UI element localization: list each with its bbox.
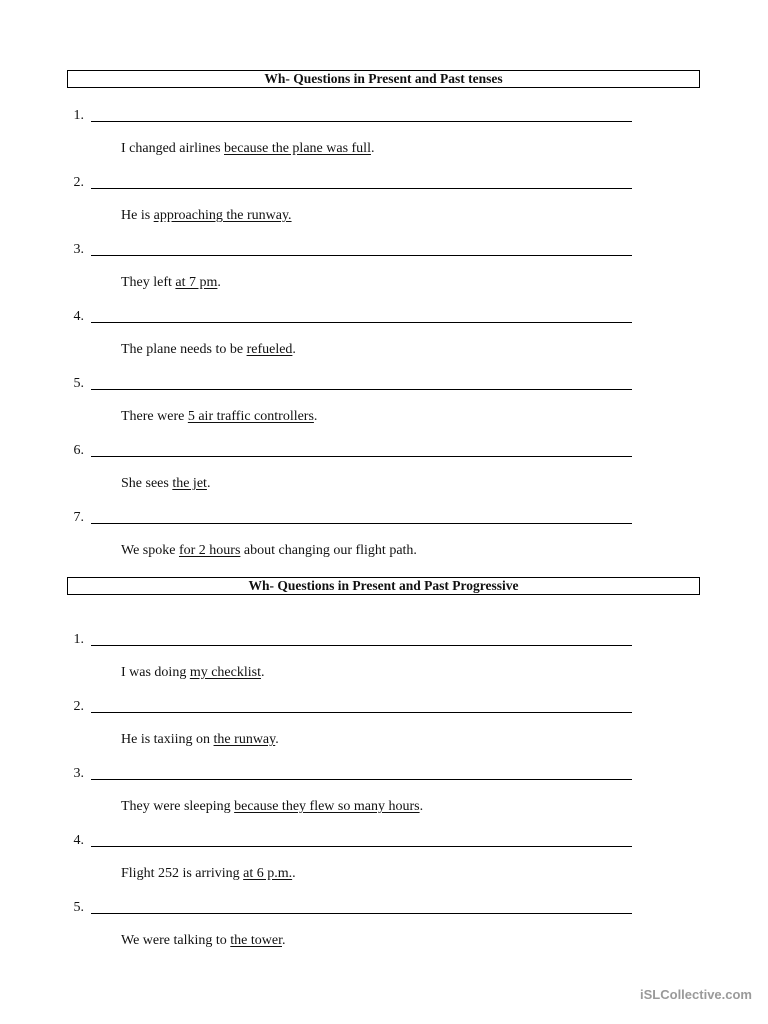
underlined-phrase: the runway — [213, 732, 276, 747]
prompt-sentence: The plane needs to be refueled. — [121, 342, 296, 357]
answer-line[interactable] — [91, 456, 632, 457]
underlined-phrase: approaching the runway. — [153, 208, 292, 223]
question-number: 5. — [73, 376, 84, 391]
answer-line[interactable] — [91, 188, 632, 189]
answer-line[interactable] — [91, 913, 632, 914]
question-number: 5. — [73, 900, 84, 915]
underlined-phrase: 5 air traffic controllers — [187, 409, 314, 424]
question-number: 1. — [73, 108, 84, 123]
underlined-phrase: because they flew so many hours — [234, 799, 420, 814]
question-number: 2. — [73, 699, 84, 714]
question-number: 3. — [73, 766, 84, 781]
question-number: 2. — [73, 175, 84, 190]
prompt-sentence: They were sleeping because they flew so many hours. — [121, 799, 424, 814]
prompt-sentence: They left at 7 pm. — [121, 275, 221, 290]
answer-line[interactable] — [91, 846, 632, 847]
answer-line[interactable] — [91, 389, 632, 390]
prompt-sentence: Flight 252 is arriving at 6 p.m.. — [121, 866, 296, 881]
answer-line[interactable] — [91, 121, 632, 122]
question-number: 4. — [73, 833, 84, 848]
underlined-phrase: because the plane was full — [224, 141, 371, 156]
question-number: 3. — [73, 242, 84, 257]
underlined-phrase: refueled — [246, 342, 293, 357]
answer-line[interactable] — [91, 645, 632, 646]
prompt-sentence: He is taxiing on the runway. — [121, 732, 279, 747]
answer-line[interactable] — [91, 779, 632, 780]
section-title: Wh- Questions in Present and Past Progressive — [67, 577, 700, 595]
answer-line[interactable] — [91, 322, 632, 323]
answer-line[interactable] — [91, 712, 632, 713]
underlined-phrase: at 6 p.m. — [243, 866, 293, 881]
prompt-sentence: There were 5 air traffic controllers. — [121, 409, 318, 424]
underlined-phrase: my checklist — [189, 665, 261, 680]
prompt-sentence: He is approaching the runway. — [121, 208, 292, 223]
underlined-phrase: the jet — [172, 476, 207, 491]
question-number: 4. — [73, 309, 84, 324]
section-title: Wh- Questions in Present and Past tenses — [67, 70, 700, 88]
prompt-sentence: I was doing my checklist. — [121, 665, 265, 680]
prompt-sentence: We spoke for 2 hours about changing our flight path. — [121, 543, 417, 558]
watermark-text: iSLCollective.com — [640, 987, 752, 1002]
answer-line[interactable] — [91, 523, 632, 524]
question-number: 1. — [73, 632, 84, 647]
question-number: 7. — [73, 510, 84, 525]
answer-line[interactable] — [91, 255, 632, 256]
prompt-sentence: She sees the jet. — [121, 476, 211, 491]
underlined-phrase: at 7 pm — [175, 275, 218, 290]
question-number: 6. — [73, 443, 84, 458]
prompt-sentence: We were talking to the tower. — [121, 933, 286, 948]
underlined-phrase: the tower — [230, 933, 282, 948]
underlined-phrase: for 2 hours — [178, 543, 241, 558]
prompt-sentence: I changed airlines because the plane was full. — [121, 141, 375, 156]
